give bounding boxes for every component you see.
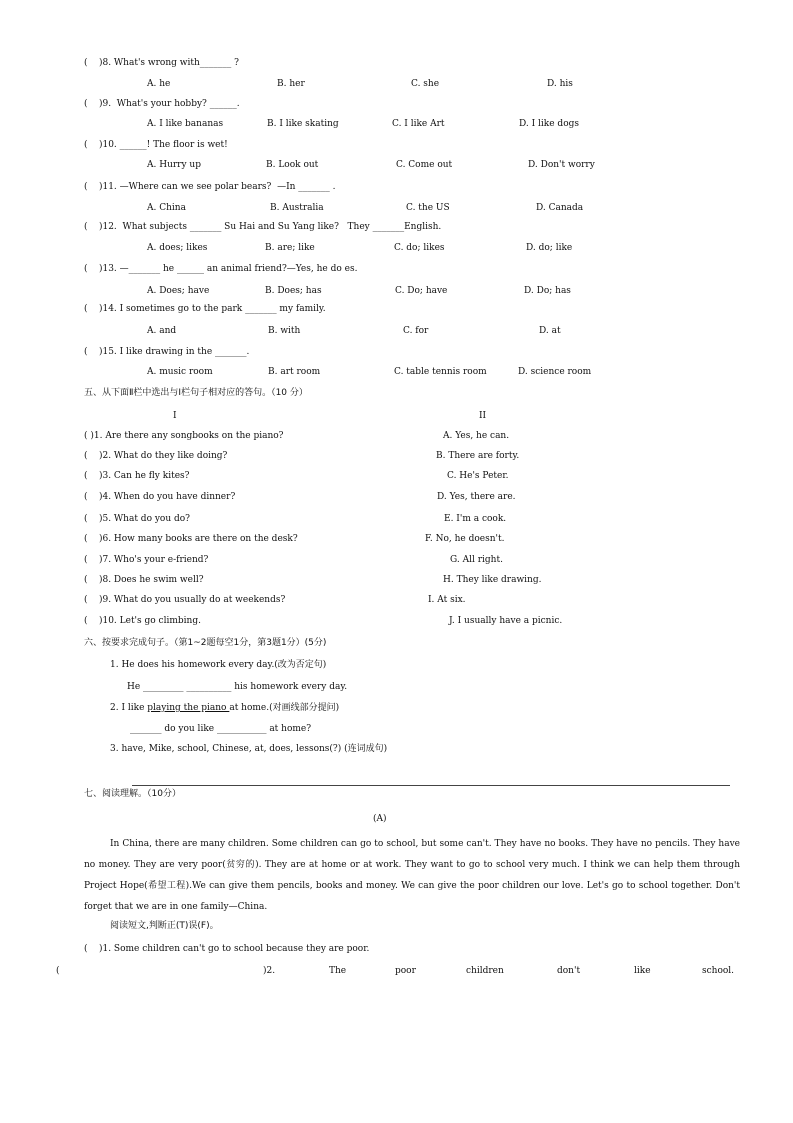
match-a4: D. Yes, there are. <box>437 492 516 502</box>
reading-passage: In China, there are many children. Some children can go to school, but some can't. They have no books. They have no pencils. They have no money. They are very poor(贫穷的). They are at home or at work. They want to go to school very much. I think we can help them through Project Hope(希望工程).We can give them pencils, books and money. We can give the poor children our love. Let's go to school together. Don't forget that we are in one family—China. <box>84 839 740 912</box>
column-1-header: I <box>173 411 177 421</box>
match-a9: I. At six. <box>428 595 466 605</box>
tf-q2-word: don't <box>557 966 581 976</box>
mc-q13-opt-c: C. Do; have <box>395 286 448 296</box>
mc-q10: ( )10. ______! The floor is wet! <box>84 140 228 150</box>
mc-q15-opt-b: B. art room <box>268 367 321 377</box>
mc-q14-opt-d: D. at <box>539 326 561 336</box>
match-a10: J. I usually have a picnic. <box>449 616 563 626</box>
tf-instructions: 阅读短文,判断正(T)误(F)。 <box>110 921 219 931</box>
mc-q13-opt-b: B. Does; has <box>265 286 322 296</box>
s6-q2 <box>110 703 339 714</box>
column-2-header: II <box>479 411 487 421</box>
passage-label: (A) <box>373 814 387 824</box>
match-q3: ( )3. Can he fly kites? <box>84 471 190 481</box>
mc-q8: ( )8. What's wrong with_______ ? <box>84 58 239 68</box>
mc-q8-opt-a: A. he <box>147 79 171 89</box>
mc-q15-opt-c: C. table tennis room <box>394 367 487 377</box>
mc-q13-opt-a: A. Does; have <box>147 286 210 296</box>
section6-title: 六、按要求完成句子。（第1~2题每空1分，第3题1分）(5分) <box>84 638 327 648</box>
mc-q8-opt-c: C. she <box>411 79 440 89</box>
match-q7: ( )7. Who's your e-friend? <box>84 555 209 565</box>
match-a1: A. Yes, he can. <box>443 431 510 441</box>
match-q9: ( )9. What do you usually do at weekends? <box>84 595 286 605</box>
mc-q11-opt-b: B. Australia <box>270 203 324 213</box>
mc-q14-opt-a: A. and <box>147 326 177 336</box>
match-a6: F. No, he doesn't. <box>425 534 505 544</box>
mc-q11: ( )11. —Where can we see polar bears? —In _______ . <box>84 182 336 192</box>
s6-q2-answer-line: _______ do you like ___________ at home? <box>130 724 312 734</box>
tf-q2-word: poor <box>395 966 416 976</box>
mc-q9-opt-c: C. I like Art <box>392 119 445 129</box>
match-a2: B. There are forty. <box>436 451 520 461</box>
mc-q9: ( )9. What's your hobby? ______. <box>84 99 240 109</box>
match-a5: E. I'm a cook. <box>444 514 507 524</box>
s6-q3: 3. have, Mike, school, Chinese, at, does, lessons(?) (连词成句) <box>110 744 388 754</box>
mc-q11-opt-d: D. Canada <box>536 203 584 213</box>
s6-q1-answer-line: He _________ __________ his homework every day. <box>127 682 348 692</box>
tf-q2-word: The <box>329 966 347 976</box>
section7-title: 七、阅读理解。（10分） <box>84 789 181 799</box>
mc-q10-opt-d: D. Don't worry <box>528 160 595 170</box>
mc-q11-opt-a: A. China <box>147 203 186 213</box>
mc-q13-opt-d: D. Do; has <box>524 286 571 296</box>
tf-q2-word: school. <box>702 966 735 976</box>
mc-q14: ( )14. I sometimes go to the park _______ my family. <box>84 304 326 314</box>
s6-q1: 1. He does his homework every day.(改为否定句) <box>110 660 327 670</box>
mc-q9-opt-a: A. I like bananas <box>147 119 224 129</box>
mc-q15-opt-a: A. music room <box>147 367 213 377</box>
mc-q14-opt-c: C. for <box>403 326 429 336</box>
match-q6: ( )6. How many books are there on the desk? <box>84 534 298 544</box>
mc-q8-opt-d: D. his <box>547 79 573 89</box>
mc-q12: ( )12. What subjects _______ Su Hai and Su Yang like? They _______English. <box>84 222 442 232</box>
mc-q12-opt-b: B. are; like <box>265 243 315 253</box>
mc-q10-opt-a: A. Hurry up <box>147 160 201 170</box>
mc-q13: ( )13. —_______ he ______ an animal friend?—Yes, he do es. <box>84 264 358 274</box>
mc-q10-opt-c: C. Come out <box>396 160 453 170</box>
mc-q15: ( )15. I like drawing in the _______. <box>84 347 250 357</box>
s6-q2-end: at home.(对画线部分提问) <box>229 703 340 713</box>
match-a3: C. He's Peter. <box>447 471 509 481</box>
match-q5: ( )5. What do you do? <box>84 514 191 524</box>
tf-q2-word: children <box>466 966 504 976</box>
match-a8: H. They like drawing. <box>443 575 542 585</box>
tf-q1: ( )1. Some children can't go to school because they are poor. <box>84 944 370 954</box>
mc-q9-opt-d: D. I like dogs <box>519 119 579 129</box>
match-a7: G. All right. <box>450 555 503 565</box>
match-q8: ( )8. Does he swim well? <box>84 575 204 585</box>
tf-q2-word: like <box>634 966 651 976</box>
mc-q14-opt-b: B. with <box>268 326 301 336</box>
match-q4: ( )4. When do you have dinner? <box>84 492 236 502</box>
mc-q12-opt-a: A. does; likes <box>147 243 208 253</box>
section5-title: 五、从下面Ⅱ栏中选出与Ⅰ栏句子相对应的答句。（10 分） <box>84 388 308 398</box>
mc-q8-opt-b: B. her <box>277 79 305 89</box>
tf-q2-number: )2. <box>263 966 276 976</box>
divider-line <box>132 785 730 786</box>
match-q1: ( )1. Are there any songbooks on the piano? <box>84 431 284 441</box>
mc-q15-opt-d: D. science room <box>518 367 592 377</box>
match-q2: ( )2. What do they like doing? <box>84 451 228 461</box>
mc-q11-opt-c: C. the US <box>406 203 450 213</box>
mc-q12-opt-c: C. do; likes <box>394 243 445 253</box>
mc-q9-opt-b: B. I like skating <box>267 119 339 129</box>
s6-q2-underlined: playing the piano <box>147 703 230 713</box>
s6-q2-start: 2. I like <box>110 703 148 713</box>
tf-q2-paren: ( <box>56 966 60 976</box>
match-q10: ( )10. Let's go climbing. <box>84 616 201 626</box>
mc-q12-opt-d: D. do; like <box>526 243 573 253</box>
mc-q10-opt-b: B. Look out <box>266 160 319 170</box>
